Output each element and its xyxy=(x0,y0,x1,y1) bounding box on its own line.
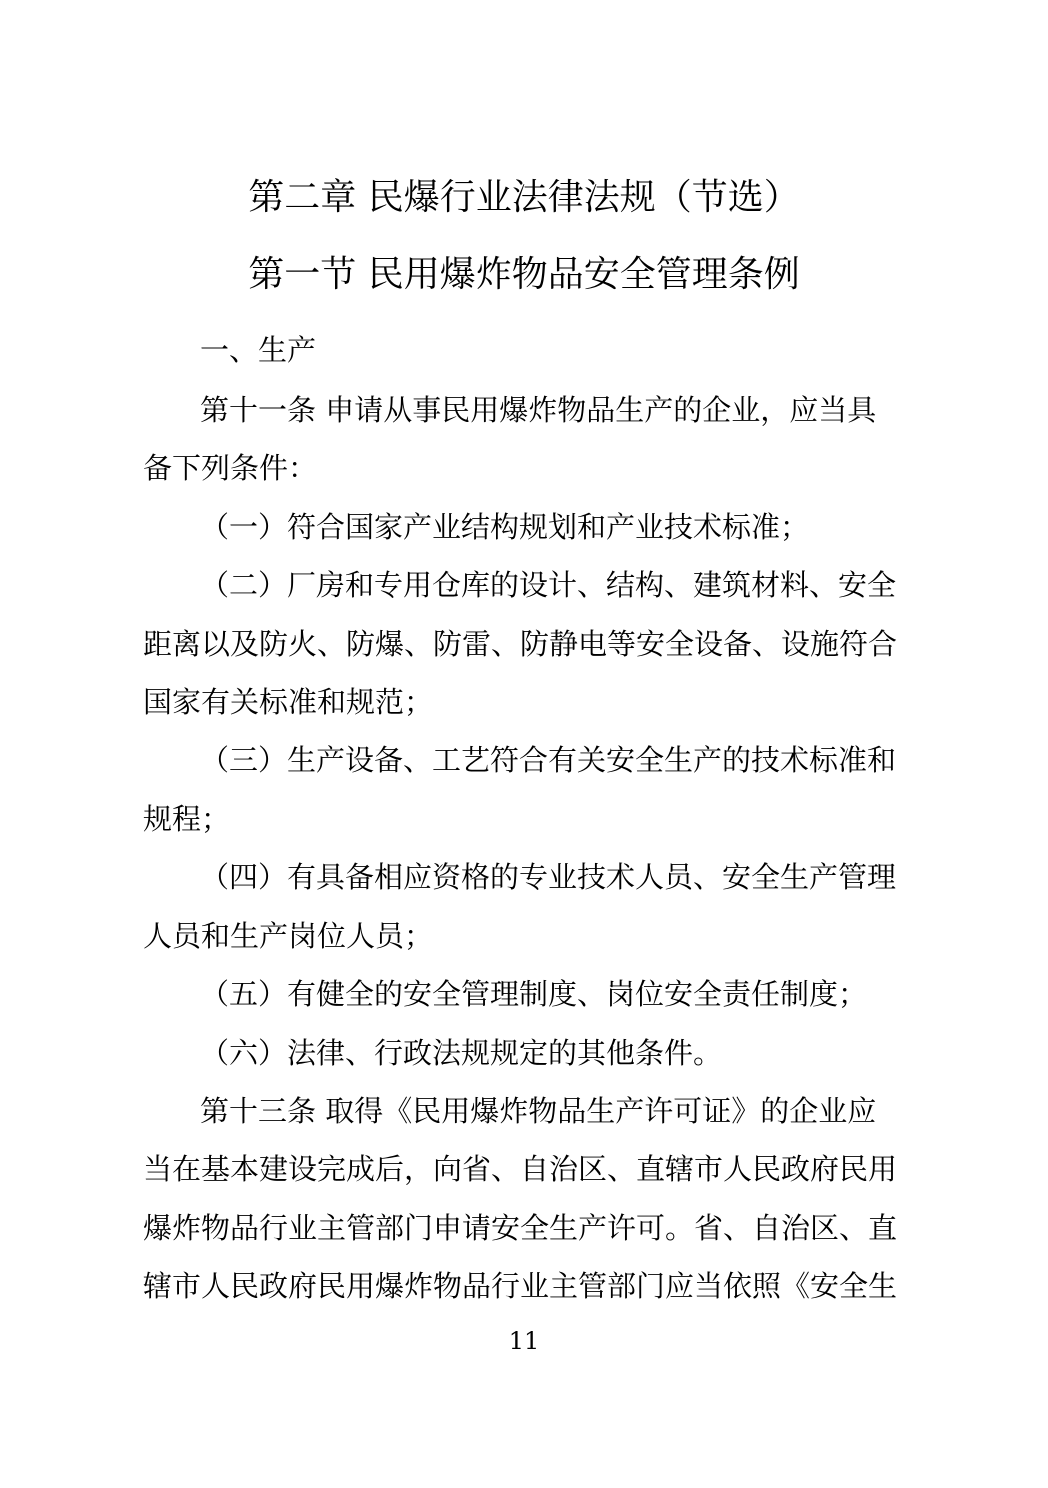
condition-1: （一）符合国家产业结构规划和产业技术标准； xyxy=(200,510,810,544)
article-13-line-4: 辖市人民政府民用爆炸物品行业主管部门应当依照《安全生 xyxy=(143,1269,898,1303)
article-11-line-1: 第十一条 申请从事民用爆炸物品生产的企业，应当具 xyxy=(200,393,877,427)
condition-4-line-1: （四）有具备相应资格的专业技术人员、安全生产管理 xyxy=(200,860,897,894)
section-title: 第一节 民用爆炸物品安全管理条例 xyxy=(248,254,800,295)
condition-2-line-3: 国家有关标准和规范； xyxy=(143,685,434,719)
article-13-line-3: 爆炸物品行业主管部门申请安全生产许可。省、自治区、直 xyxy=(143,1211,898,1245)
subheading-production: 一、生产 xyxy=(200,333,317,367)
article-11-line-2: 备下列条件： xyxy=(143,451,318,485)
condition-3-line-2: 规程； xyxy=(143,802,231,836)
condition-4-line-2: 人员和生产岗位人员； xyxy=(143,919,434,953)
condition-2-line-2: 距离以及防火、防爆、防雷、防静电等安全设备、设施符合 xyxy=(143,627,898,661)
chapter-title: 第二章 民爆行业法律法规（节选） xyxy=(248,177,800,218)
page-number: 11 xyxy=(508,1327,540,1355)
condition-2-line-1: （二）厂房和专用仓库的设计、结构、建筑材料、安全 xyxy=(200,568,897,602)
condition-5: （五）有健全的安全管理制度、岗位安全责任制度； xyxy=(200,977,868,1011)
condition-3-line-1: （三）生产设备、工艺符合有关安全生产的技术标准和 xyxy=(200,743,897,777)
condition-6: （六）法律、行政法规规定的其他条件。 xyxy=(200,1036,723,1070)
article-13-line-1: 第十三条 取得《民用爆炸物品生产许可证》的企业应 xyxy=(200,1094,877,1128)
article-13-line-2: 当在基本建设完成后，向省、自治区、直辖市人民政府民用 xyxy=(143,1152,898,1186)
